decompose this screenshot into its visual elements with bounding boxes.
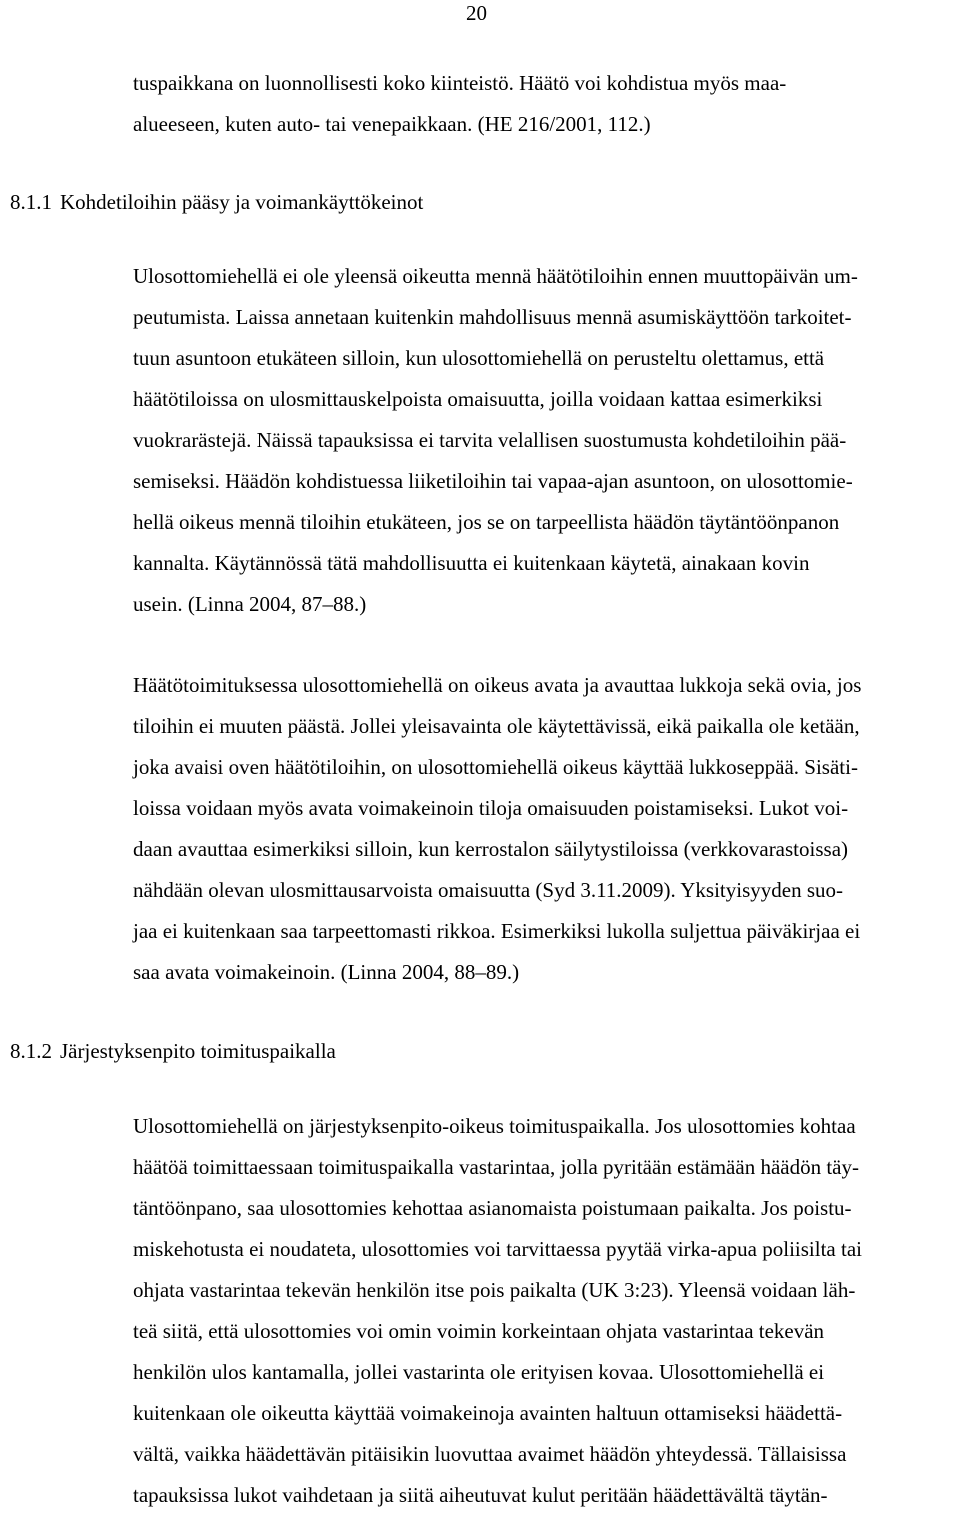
section-title: Kohdetiloihin pääsy ja voimankäyttökeinot [60, 190, 424, 214]
text-line: tiloihin ei muuten päästä. Jollei yleisavainta ole käytettävissä, eikä paikalla ole ketään, [133, 714, 860, 738]
text-line: Ulosottomiehellä on järjestyksenpito-oikeus toimituspaikalla. Jos ulosottomies kohtaa [133, 1114, 856, 1138]
text-line: alueeseen, kuten auto- tai venepaikkaan. (HE 216/2001, 112.) [133, 112, 651, 136]
text-line: Ulosottomiehellä ei ole yleensä oikeutta mennä häätötiloihin ennen muuttopäivän um- [133, 264, 858, 288]
section-number: 8.1.1 [10, 190, 52, 214]
paragraph-3 [133, 665, 955, 993]
text-line: tapauksissa lukot vaihdetaan ja siitä aiheutuvat kulut peritään häädettävältä täytän- [133, 1483, 828, 1507]
text-line: peutumista. Laissa annetaan kuitenkin mahdollisuus mennä asumiskäyttöön tarkoitet- [133, 305, 852, 329]
text-line: joka avaisi oven häätötiloihin, on ulosottomiehellä oikeus käyttää lukkoseppää. Sisäti- [133, 755, 858, 779]
text-line: häätöä toimittaessaan toimituspaikalla vastarintaa, jolla pyritään estämään häädön täy- [133, 1155, 859, 1179]
text-line: daan avauttaa esimerkiksi silloin, kun kerrostalon säilytystiloissa (verkkovarastoissa) [133, 837, 849, 861]
text-line: vältä, vaikka häädettävän pitäisikin luovuttaa avaimet häädön yhteydessä. Tällaisissa [133, 1442, 847, 1466]
section-number: 8.1.2 [10, 1039, 52, 1063]
section-title: Järjestyksenpito toimituspaikalla [60, 1039, 336, 1063]
text-line: vuokrarästejä. Näissä tapauksissa ei tarvita velallisen suostumusta kohdetiloihin pää- [133, 428, 847, 452]
text-line: jaa ei kuitenkaan saa tarpeettomasti rikkoa. Esimerkiksi lukolla suljettua päiväkirjaa ei [133, 919, 861, 943]
text-line: kuitenkaan ole oikeutta käyttää voimakeinoja avainten haltuun ottamiseksi häädettä- [133, 1401, 843, 1425]
text-line: semiseksi. Häädön kohdistuessa liiketiloihin tai vapaa-ajan asuntoon, on ulosottomie- [133, 469, 853, 493]
text-line: tuspaikkana on luonnollisesti koko kiinteistö. Häätö voi kohdistua myös maa- [133, 71, 787, 95]
text-line: teä siitä, että ulosottomies voi omin voimin korkeintaan ohjata vastarintaa tekevän [133, 1319, 825, 1343]
paragraph-4 [133, 1106, 955, 1516]
text-line: loissa voidaan myös avata voimakeinoin tiloja omaisuuden poistamiseksi. Lukot voi- [133, 796, 849, 820]
text-line: kannalta. Käytännössä tätä mahdollisuutta ei kuitenkaan käytetä, ainakaan kovin [133, 551, 810, 575]
text-line: tuun asuntoon etukäteen silloin, kun ulosottomiehellä on perusteltu olettamus, että [133, 346, 825, 370]
text-line: hellä oikeus mennä tiloihin etukäteen, jos se on tarpeellista häädön täytäntöönpanon [133, 510, 840, 534]
text-line: Häätötoimituksessa ulosottomiehellä on oikeus avata ja avauttaa lukkoja sekä ovia, jos [133, 673, 862, 697]
text-line: nähdään olevan ulosmittausarvoista omaisuutta (Syd 3.11.2009). Yksityisyyden suo- [133, 878, 844, 902]
text-line: henkilön ulos kantamalla, jollei vastarinta ole erityisen kovaa. Ulosottomiehellä ei [133, 1360, 825, 1384]
text-line: miskehotusta ei noudateta, ulosottomies voi tarvittaessa pyytää virka-apua poliisilta tai [133, 1237, 862, 1261]
section-heading-8-1-2 [10, 1038, 930, 1064]
text-line: usein. (Linna 2004, 87–88.) [133, 592, 367, 616]
page-number: 20 [466, 1, 487, 25]
text-line: saa avata voimakeinoin. (Linna 2004, 88–89.) [133, 960, 520, 984]
text-line: ohjata vastarintaa tekevän henkilön itse pois paikalta (UK 3:23). Yleensä voidaan läh- [133, 1278, 856, 1302]
paragraph-1 [133, 63, 955, 145]
text-line: täntöönpano, saa ulosottomies kehottaa asianomaista poistumaan paikalta. Jos poistu- [133, 1196, 852, 1220]
text-line: häätötiloissa on ulosmittauskelpoista omaisuutta, joilla voidaan kattaa esimerkiksi [133, 387, 823, 411]
paragraph-2 [133, 256, 955, 625]
section-heading-8-1-1 [10, 189, 930, 215]
